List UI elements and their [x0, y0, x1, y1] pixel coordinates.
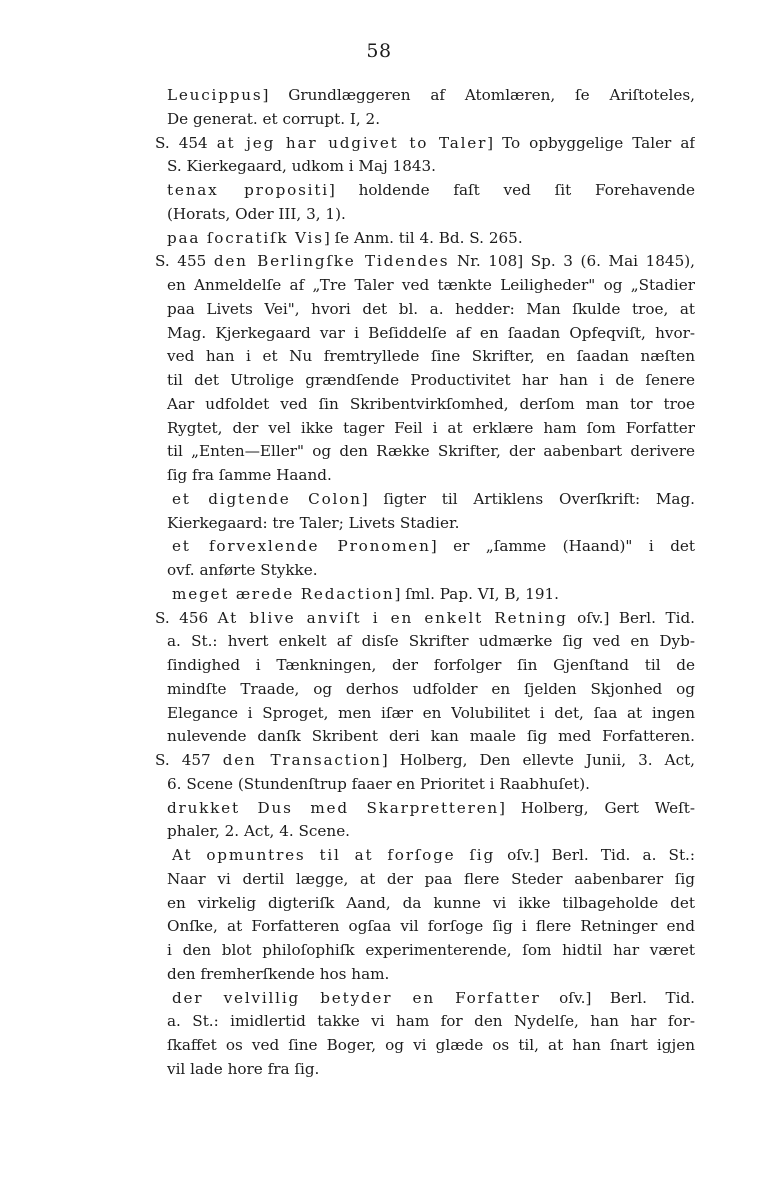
lemma: paa ſocratiſk Vis [167, 228, 324, 247]
text-line: en Anmeldelſe af „Tre Taler ved tænkte Leiligheder" og „Stadier [167, 276, 695, 294]
commentary-text [155, 84, 695, 1082]
text-line [155, 797, 695, 821]
text-line [155, 607, 695, 631]
text-line: Mag. Kjerkegaard var i Beſiddelſe af en ſaadan Opfeqviſt, hvor- [167, 323, 695, 342]
text-line [155, 749, 695, 773]
text-line [155, 227, 695, 251]
text-line: Elegance i Sproget, men iſær en Volubilitet i det, ſaa at ingen [167, 703, 695, 722]
page-ref: S. 455 [155, 252, 207, 271]
text-line: Aar udfoldet ved ſin Skribentvirkſomhed, derſom man tor troe [167, 394, 695, 413]
lemma: drukket Dus med Skarpretteren [167, 798, 500, 817]
text-line: den fremherſkende hos ham. [167, 964, 390, 983]
page-ref: S. 457 [155, 751, 211, 769]
text-line: S. Kierkegaard, udkom i Maj 1843. [167, 157, 437, 176]
gloss: ] ſe Anm. til 4. Bd. S. 265. [323, 228, 523, 247]
lemma: et digtende Colon [172, 489, 362, 508]
text-line: i den blot philoſophiſk experimenterende, ſom hidtil har været [167, 941, 695, 959]
lemma: den Transaction [222, 751, 382, 769]
gloss: oſv.] Berl. Tid. [567, 608, 695, 627]
text-line: ved han i et Nu fremtryllede ſine Skrifter, en ſaadan næſten [167, 347, 695, 366]
lemma: tenax propositi [167, 181, 329, 199]
text-line: ſindighed i Tænkningen, der forfolger ſin Gjenſtand til de [167, 656, 695, 674]
text-line [155, 84, 695, 108]
lemma: den Berlingſke Tidendes [213, 252, 450, 271]
lemma: der velvillig betyder en Forfatter [172, 988, 541, 1007]
text-line: Rygtet, der vel ikke tager Feil i at erklære ham ſom Forfatter [167, 418, 695, 437]
text-line: phaler, 2. Act, 4. Scene. [167, 822, 351, 841]
page-ref: S. 454 [155, 133, 208, 152]
text-line: (Horats, Oder III, 3, 1). [167, 204, 346, 223]
gloss: ] To opbyggelige Taler af [487, 133, 695, 152]
gloss: ] ſml. Pap. VI, B, 191. [394, 584, 559, 603]
text-line: Onſke, at Forfatteren ogſaa vil forſoge ſig i flere Retninger end [167, 917, 695, 936]
gloss: ] Holberg, Gert Weſt- [499, 798, 695, 817]
text-line: en virkelig digteriſk Aand, da kunne vi ikke tilbageholde det [167, 893, 695, 912]
lemma: at jeg har udgivet to Taler [216, 133, 488, 152]
lemma: et forvexlende Pronomen [172, 537, 431, 556]
gloss: oſv.] Berl. Tid. [540, 988, 695, 1007]
text-line: Kierkegaard: tre Taler; Livets Stadier. [167, 513, 460, 532]
gloss: ] Holberg, Den ellevte Junii, 3. Act, [381, 751, 695, 769]
lemma: meget ærede Redaction [172, 584, 395, 603]
text-line: Naar vi dertil lægge, at der paa flere Steder aabenbarer ſig [167, 869, 695, 888]
text-line [155, 132, 695, 156]
text-line [155, 179, 695, 203]
text-line: mindſte Traade, og derhos udfolder en ſjelden Skjonhed og [167, 679, 695, 698]
text-line: til det Utrolige grændſende Productivitet har han i de ſenere [167, 371, 695, 389]
lemma: At opmuntres til at forſoge ſig [172, 846, 495, 864]
page-number: 58 [366, 40, 392, 62]
page-ref: S. 456 [155, 608, 209, 627]
lemma: Leucippus [167, 86, 263, 104]
text-line: ovf. anførte Stykke. [167, 561, 318, 579]
gloss: ] Grundlæggeren af Atomlæren, ſe Ariſtoteles, [262, 86, 695, 104]
text-line: De generat. et corrupt. I, 2. [167, 109, 381, 128]
text-line: a. St.: hvert enkelt af disſe Skrifter udmærke ſig ved en Dyb- [167, 632, 695, 651]
text-line: a. St.: imidlertid takke vi ham for den Nydelſe, han har for- [167, 1012, 695, 1031]
text-line [155, 844, 695, 868]
gloss: ] holdende faſt ved ſit Forehavende [328, 181, 695, 199]
text-line: ſig fra ſamme Haand. [167, 466, 332, 484]
gloss: ] ſigter til Artiklens Overſkrift: Mag. [361, 489, 695, 508]
gloss: ] er „ſamme (Haand)" i det [430, 537, 695, 556]
text-line [155, 535, 695, 559]
gloss: Nr. 108] Sp. 3 (6. Mai 1845), [449, 252, 695, 271]
text-line [155, 250, 695, 274]
text-line: ſkaffet os ved ſine Boger, og vi glæde os til, at han ſnart igjen [167, 1036, 695, 1054]
text-line [155, 583, 695, 607]
text-line: paa Livets Vei", hvori det bl. a. hedder: Man ſkulde troe, at [167, 299, 695, 318]
text-line: vil lade hore fra ſig. [167, 1059, 320, 1078]
gloss: oſv.] Berl. Tid. a. St.: [495, 846, 695, 864]
text-line: nulevende danſk Skribent deri kan maale ſig med Forfatteren. [167, 727, 695, 746]
text-line: 6. Scene (Stundenſtrup faaer en Prioritet i Raabhuſet). [167, 774, 590, 793]
text-line [155, 488, 695, 512]
lemma: At blive anviſt i en enkelt Retning [217, 608, 568, 627]
text-line: til „Enten—Eller" og den Række Skrifter, der aabenbart derivere [167, 442, 695, 461]
text-line [155, 987, 695, 1011]
